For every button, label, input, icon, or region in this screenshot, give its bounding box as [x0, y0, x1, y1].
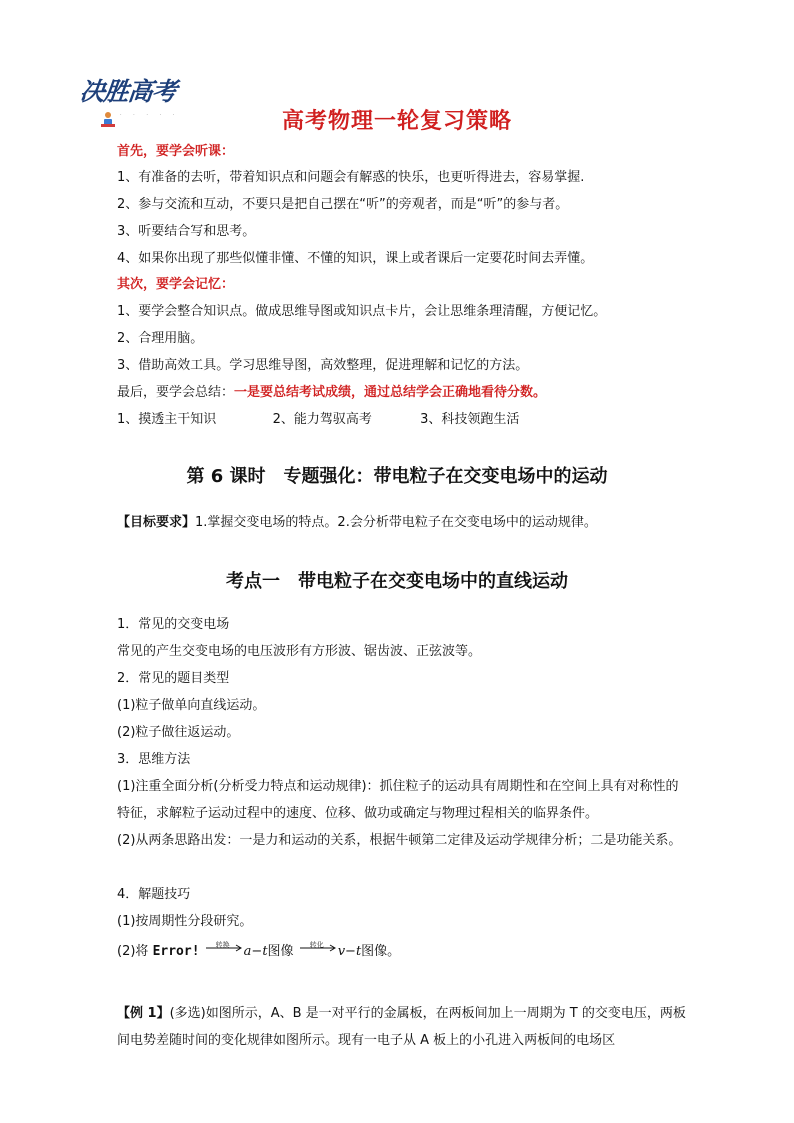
formula-vt: v−t [337, 944, 362, 959]
graph-label: 图像 [267, 944, 294, 959]
goal-item: 2、能力驾驭高考 [272, 412, 372, 427]
list-item: 4、如果你出现了那些似懂非懂、不懂的知识，课上或者课后一定要花时间去弄懂。 [117, 251, 594, 266]
section-heading-memory: 其次，要学会记忆： [117, 277, 235, 292]
list-item: 1、要学会整合知识点。做成思维导图或知识点卡片，会让思维条理清醒，方便记忆。 [117, 304, 607, 319]
logo-subtitle: · · · · · [120, 112, 180, 118]
subheading: 3．思维方法 [117, 752, 191, 767]
arrow-convert [204, 941, 244, 957]
formula-error: Error! [152, 944, 200, 959]
paragraph: (2)粒子做往返运动。 [117, 725, 240, 740]
arrow-label: 转换 [215, 941, 230, 949]
summary-prefix: 最后，要学会总结： [117, 385, 235, 400]
goals-row [117, 410, 519, 430]
goal-item: 3、科技领跑生活 [420, 412, 520, 427]
paragraph: (1)粒子做单向直线运动。 [117, 698, 266, 713]
list-item: 3、借助高效工具。学习思维导图，高效整理，促进理解和记忆的方法。 [117, 358, 529, 373]
lesson-title: 第 6 课时 专题强化：带电粒子在交变电场中的运动 [186, 466, 608, 487]
page-title: 高考物理一轮复习策略 [281, 109, 512, 134]
paragraph: 常见的产生交变电场的电压波形有方形波、锯齿波、正弦波等。 [117, 644, 482, 659]
list-item: 3、听要结合写和思考。 [117, 224, 256, 239]
subheading: 4．解题技巧 [117, 887, 191, 902]
arrow-transform [298, 941, 338, 957]
summary-highlight: 一是要总结考试成绩，通过总结学会正确地看待分数。 [234, 385, 547, 400]
paragraph: (1)注重全面分析(分析受力特点和运动规律)：抓住粒子的运动具有周期性和在空间上具有对称性的特征，求解粒子运动过程中的速度、位移、做功或确定与物理过程相关的临界条件。 [117, 779, 679, 821]
objective-text: 1.掌握交变电场的特点。2.会分析带电粒子在交变电场中的运动规律。 [195, 515, 597, 530]
example-label: 【例 1】 [117, 1006, 170, 1021]
summary-line [117, 383, 546, 403]
section-heading-listening: 首先，要学会听课： [117, 144, 235, 159]
paragraph: (2)从两条思路出发：一是力和运动的关系，根据牛顿第二定律及运动学规律分析；二是功能关系。 [117, 833, 682, 848]
example-text: (多选)如图所示，A、B 是一对平行的金属板，在两板间加上一周期为 T 的交变电压，两板间电势差随时间的变化规律如图所示。现有一电子从 A 板上的小孔进入两板间的电场区 [117, 1006, 686, 1048]
arrow-label: 转化 [309, 941, 324, 949]
right-arrow-icon [204, 943, 244, 953]
formula-at: a−t [243, 944, 268, 959]
list-item: 2、参与交流和互动，不要只是把自己摆在“听”的旁观者，而是“听”的参与者。 [117, 197, 569, 212]
list-item: 1、有准备的去听，带着知识点和问题会有解惑的快乐，也更听得进去，容易掌握. [117, 170, 585, 185]
subheading: 2．常见的题目类型 [117, 671, 230, 686]
logo-text: 决胜高考 [78, 77, 178, 106]
example-paragraph [117, 1000, 687, 1054]
objective-label: 【目标要求】 [117, 515, 196, 530]
paragraph: (1)按周期性分段研究。 [117, 914, 253, 929]
objective-line [117, 509, 687, 536]
topic-title: 考点一 带电粒子在交变电场中的直线运动 [226, 571, 568, 592]
formula-prefix: (2)将 [117, 944, 149, 959]
goal-item: 1、摸透主干知识 [117, 412, 217, 427]
graph-label: 图像。 [361, 944, 401, 959]
formula-line [117, 938, 687, 965]
subheading: 1．常见的交变电场 [117, 617, 230, 632]
right-arrow-icon [298, 943, 338, 953]
list-item: 2、合理用脑。 [117, 331, 204, 346]
